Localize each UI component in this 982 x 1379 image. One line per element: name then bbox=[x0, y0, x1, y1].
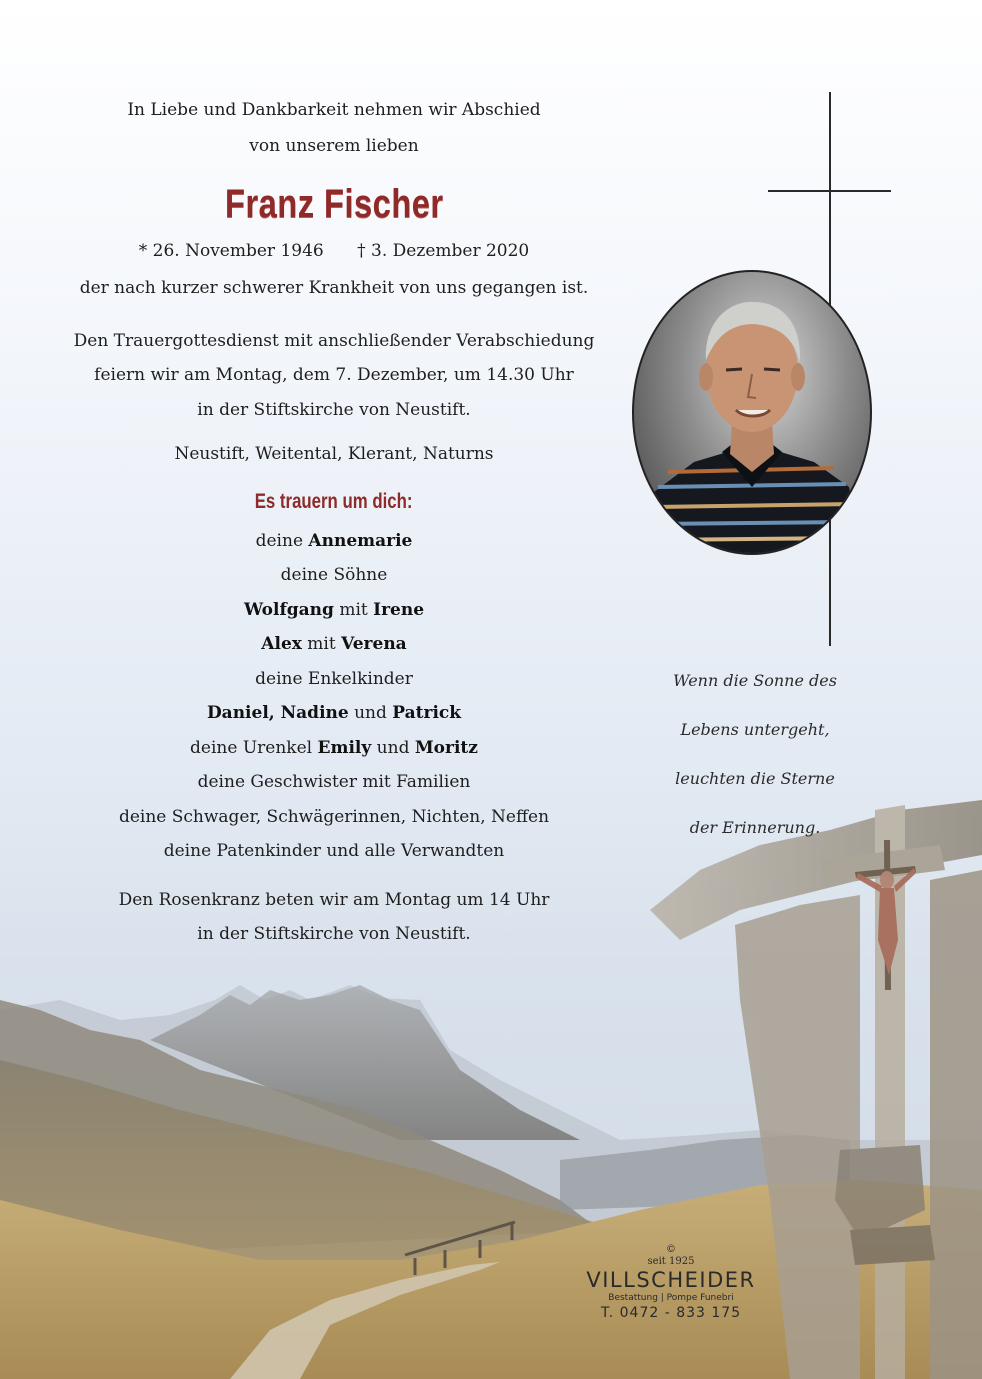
mourner-line: deine Enkelkinder bbox=[255, 668, 413, 689]
name-wrapper bbox=[70, 164, 598, 231]
logo-tagline: Bestattung | Pompe Funebri bbox=[608, 1293, 734, 1303]
mourner-line: deine Geschwister mit Familien bbox=[197, 772, 471, 792]
memorial-quote bbox=[650, 656, 860, 852]
logo-copyright: © bbox=[666, 1244, 676, 1255]
logo-phone: T. 0472 - 833 175 bbox=[600, 1305, 742, 1321]
deceased-name: Franz Fischer bbox=[224, 182, 444, 226]
mourner-line: deine Schwager, Schwägerinnen, Nichten, Neffen bbox=[118, 806, 550, 827]
passing-text: der nach kurzer schwerer Krankheit von uns gegangen ist. bbox=[79, 278, 589, 298]
logo-since: seit 1925 bbox=[647, 1256, 695, 1267]
service-line-2: feiern wir am Montag, dem 7. Dezember, um 14.30 Uhr bbox=[94, 365, 574, 385]
mourner-line: Wolfgang mit Irene bbox=[243, 599, 425, 620]
service-line-1: Den Trauergottesdienst mit anschließender Verabschiedung bbox=[73, 330, 595, 351]
rosary-line-1: Den Rosenkranz beten wir am Montag um 14 Uhr bbox=[118, 889, 550, 910]
quote-line-3: leuchten die Sterne bbox=[675, 769, 835, 788]
quote-line-2: Lebens untergeht, bbox=[680, 720, 830, 739]
birth-date: * 26. November 1946 bbox=[138, 241, 324, 261]
mourner-line: deine Urenkel Emily und Moritz bbox=[190, 737, 478, 758]
rosary-line-2: in der Stiftskirche von Neustift. bbox=[197, 924, 471, 944]
mourners-heading-wrapper bbox=[70, 482, 598, 524]
mourner-line: deine Annemarie bbox=[255, 530, 413, 551]
portrait-photo bbox=[632, 270, 872, 555]
mourners-heading: Es trauern um dich: bbox=[255, 489, 413, 513]
intro-line-2: von unserem lieben bbox=[249, 136, 419, 156]
quote-line-4: der Erinnerung. bbox=[689, 818, 821, 837]
mourners-list bbox=[70, 524, 598, 869]
quote-line-1: Wenn die Sonne des bbox=[673, 671, 837, 690]
portrait-image bbox=[634, 272, 870, 553]
intro-section bbox=[70, 92, 598, 164]
funeral-home-logo bbox=[582, 1244, 760, 1322]
obituary-text bbox=[70, 92, 598, 952]
service-line-3: in der Stiftskirche von Neustift. bbox=[197, 399, 471, 420]
death-date: † 3. Dezember 2020 bbox=[357, 241, 530, 261]
intro-line-1: In Liebe und Dankbarkeit nehmen wir Abschied bbox=[127, 100, 541, 120]
mourner-line: Daniel, Nadine und Patrick bbox=[206, 703, 462, 723]
logo-brand: VILLSCHEIDER bbox=[586, 1268, 756, 1292]
life-dates bbox=[70, 241, 598, 261]
mourner-line: Alex mit Verena bbox=[261, 634, 407, 654]
mourner-line: deine Patenkinder und alle Verwandten bbox=[163, 841, 505, 861]
cross-horizontal-line bbox=[768, 190, 891, 192]
mourner-line: deine Söhne bbox=[280, 565, 388, 585]
places-text: Neustift, Weitental, Klerant, Naturns bbox=[174, 444, 494, 464]
